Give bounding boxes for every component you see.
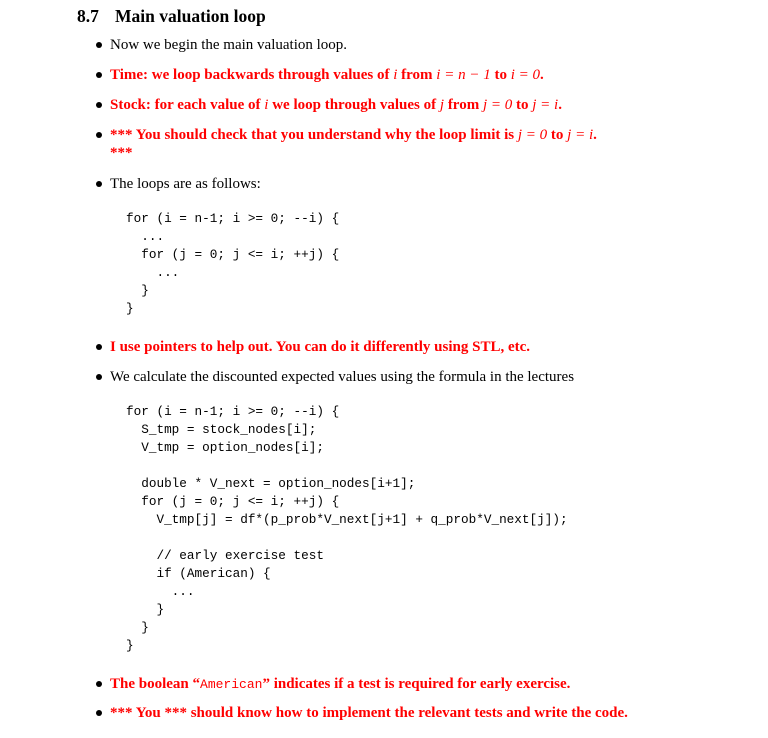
text: to: [547, 127, 568, 143]
bullet-time: [110, 66, 544, 84]
code-block-valuation: for (i = n-1; i >= 0; --i) { S_tmp = stock_nodes[i]; V_tmp = option_nodes[i]; double * V_next = option_nodes[i+1]; for (j = 0; j <= i; ++j) { V_tmp[j] = df*(p_prob*V_next[j+1] + q_prob*V_next[j]); // early exercise test if (American) { ... } } }: [126, 404, 568, 653]
bullet-pointers: I use pointers to help out. You can do it differently using STL, etc.: [110, 339, 531, 355]
inline-code: American: [200, 677, 263, 692]
text: from: [397, 67, 437, 83]
math: i: [264, 97, 269, 113]
text: to: [512, 97, 533, 113]
text: ***: [110, 145, 133, 161]
text: *** You should check that you understand why the loop limit is: [110, 127, 518, 143]
section-heading: [77, 6, 266, 27]
math: j: [439, 97, 445, 113]
text: *** You ***: [110, 705, 187, 721]
bullet-check: [110, 126, 597, 162]
math: i = n − 1: [436, 67, 491, 83]
math: i = 0: [510, 67, 541, 83]
math: j = 0: [517, 127, 548, 143]
text: ” indicates if a test is required for early exercise.: [262, 676, 571, 692]
text: .: [558, 97, 562, 113]
section-title: Main valuation loop: [115, 6, 266, 26]
math: j = i: [532, 97, 559, 113]
bullet-loops: The loops are as follows:: [110, 176, 261, 192]
bullet-boolean: [110, 675, 570, 694]
bullet-stock: [110, 96, 562, 114]
text: The boolean “: [110, 676, 201, 692]
text: should know how to implement the relevant tests and write the code.: [186, 705, 628, 721]
math: j = 0: [482, 97, 513, 113]
math: j = i: [567, 127, 594, 143]
bullet-formula: We calculate the discounted expected values using the formula in the lectures: [110, 369, 575, 385]
bullet-implement: [110, 704, 628, 722]
math: i: [393, 67, 398, 83]
text: to: [490, 67, 511, 83]
code-block-loops: for (i = n-1; i >= 0; --i) { ... for (j = 0; j <= i; ++j) { ... } }: [126, 211, 340, 316]
section-number: 8.7: [77, 6, 99, 26]
text: we loop through values of: [268, 97, 440, 113]
text: Time: we loop backwards through values of: [110, 67, 394, 83]
text: .: [593, 127, 597, 143]
bullet-intro: Now we begin the main valuation loop.: [110, 37, 348, 53]
text: Stock: for each value of: [110, 97, 265, 113]
text: from: [444, 97, 483, 113]
text: .: [540, 67, 544, 83]
